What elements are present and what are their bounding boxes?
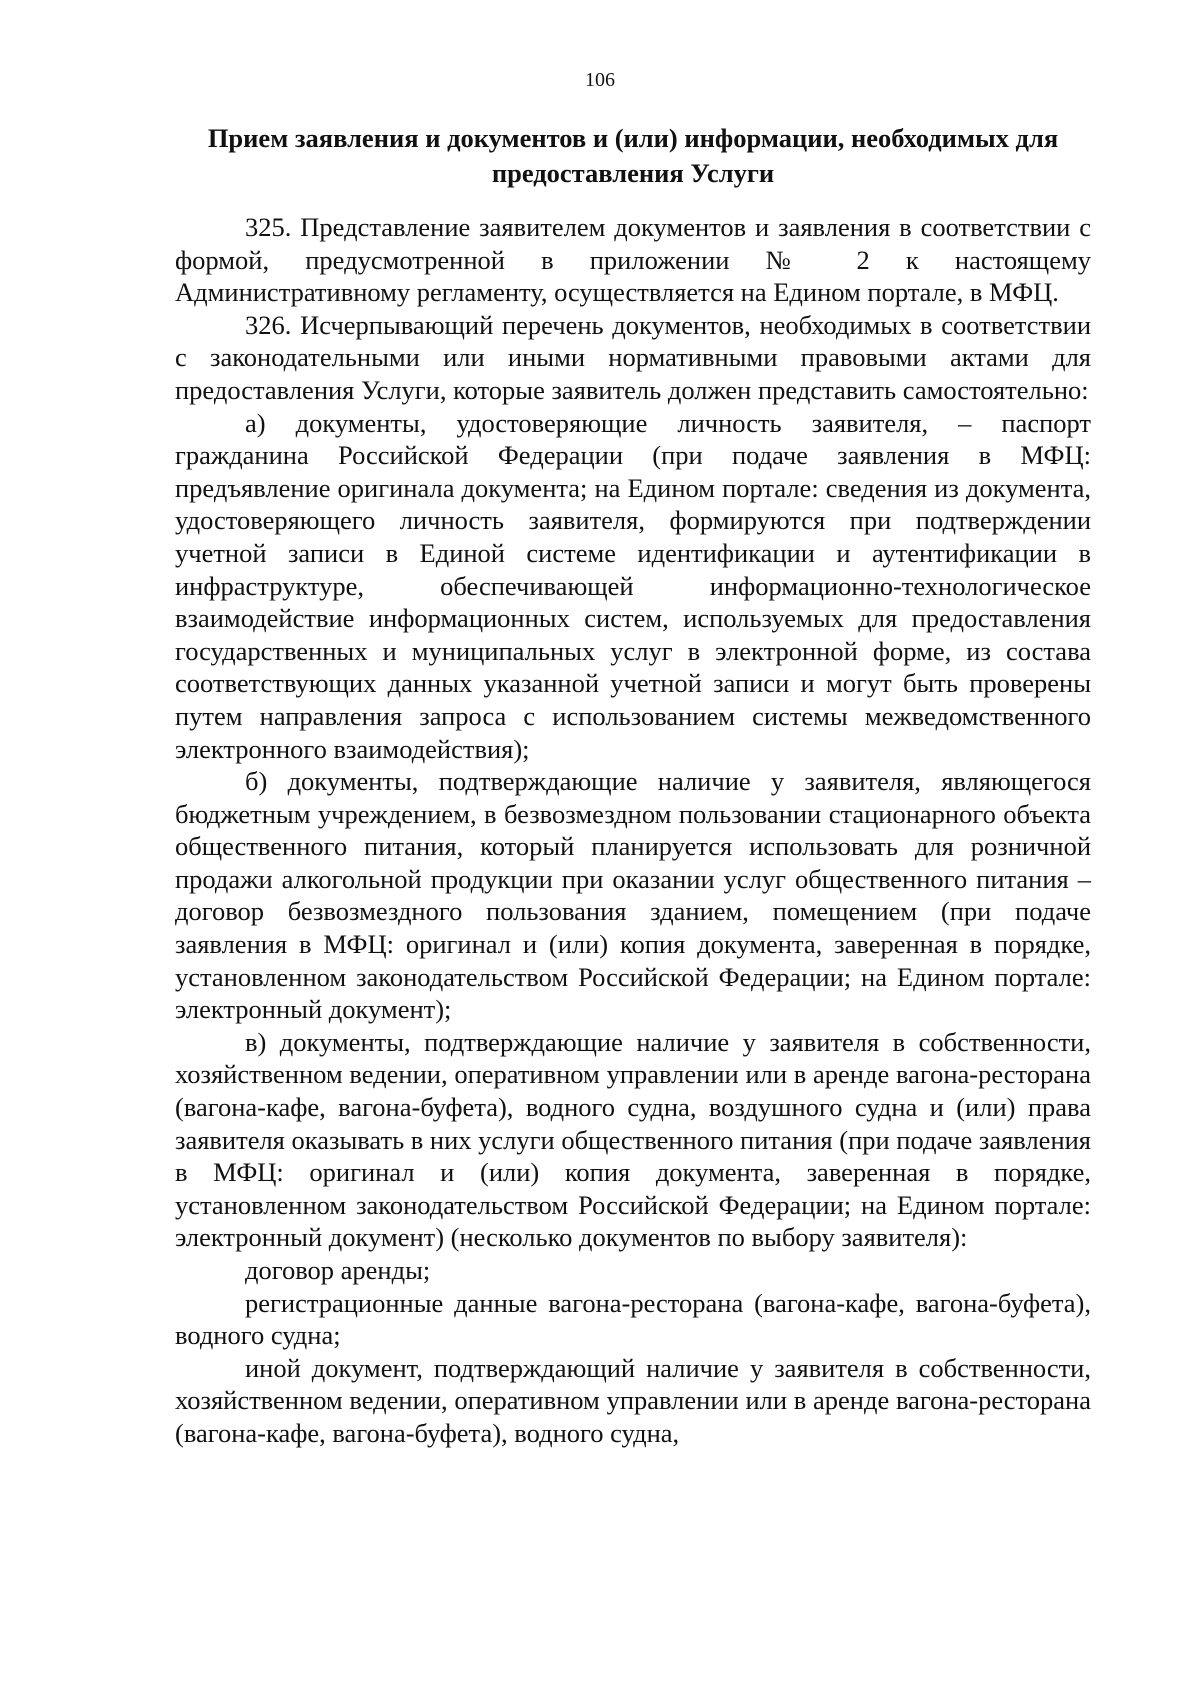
document-body [175,211,1091,1450]
paragraph-325: 325. Представление заявителем документов и заявления в соответствии с формой, предусмотренной в приложении № 2 к настоящему Административному регламенту, осуществляется на Едином портале, в МФЦ. [175,212,1091,308]
paragraph-other-document: иной документ, подтверждающий наличие у заявителя в собственности, хозяйственном ведении, оперативном управлении или в аренде вагона-ресторана (вагона-кафе, вагона-буфета), водного судна, [175,1352,1091,1448]
paragraph-registration-data: регистрационные данные вагона-ресторана (вагона-кафе, вагона-буфета), водного судна; [175,1287,1091,1351]
paragraph-item-a: а) документы, удостоверяющие личность заявителя, – паспорт гражданина Российской Федерации (при подаче заявления в МФЦ: предъявление оригинала документа; на Едином портале: сведения из документа, удостоверяющего личность заявителя, формируются при подтверждении учетной записи в Единой системе идентификации и аутентификации в инфраструктуре, обеспечивающей информационно-технологическое взаимодействие информационных систем, используемых для предоставления государственных и муниципальных услуг в электронной форме, из состава соответствующих данных указанной учетной записи и могут быть проверены путем направления запроса с использованием системы межведомственного электронного взаимодействия); [175,407,1091,764]
paragraph-item-v: в) документы, подтверждающие наличие у заявителя в собственности, хозяйственном ведении, оперативном управлении или в аренде вагона-ресторана (вагона-кафе, вагона-буфета), водного судна, воздушного судна и (или) права заявителя оказывать в них услуги общественного питания (при подаче заявления в МФЦ: оригинал и (или) копия документа, заверенная в порядке, установленном законодательством Российской Федерации; на Едином портале: электронный документ) (несколько документов по выбору заявителя): [175,1026,1091,1253]
section-heading: Прием заявления и документов и (или) информации, необходимых для предоставления Услуги [207,123,1059,188]
paragraph-326: 326. Исчерпывающий перечень документов, необходимых в соответствии с законодательными или иными нормативными правовыми актами для предоставления Услуги, которые заявитель должен представить самостоятельно: [175,309,1091,405]
paragraph-lease-agreement: договор аренды; [245,1255,431,1285]
page-number: 106 [585,69,615,91]
paragraph-item-b: б) документы, подтверждающие наличие у заявителя, являющегося бюджетным учреждением, в безвозмездном пользовании стационарного объекта общественного питания, который планируется использовать для розничной продажи алкогольной продукции при оказании услуг общественного питания – договор безвозмездного пользования зданием, помещением (при подаче заявления в МФЦ: оригинал и (или) копия документа, заверенная в порядке, установленном законодательством Российской Федерации; на Едином портале: электронный документ); [175,766,1091,1025]
